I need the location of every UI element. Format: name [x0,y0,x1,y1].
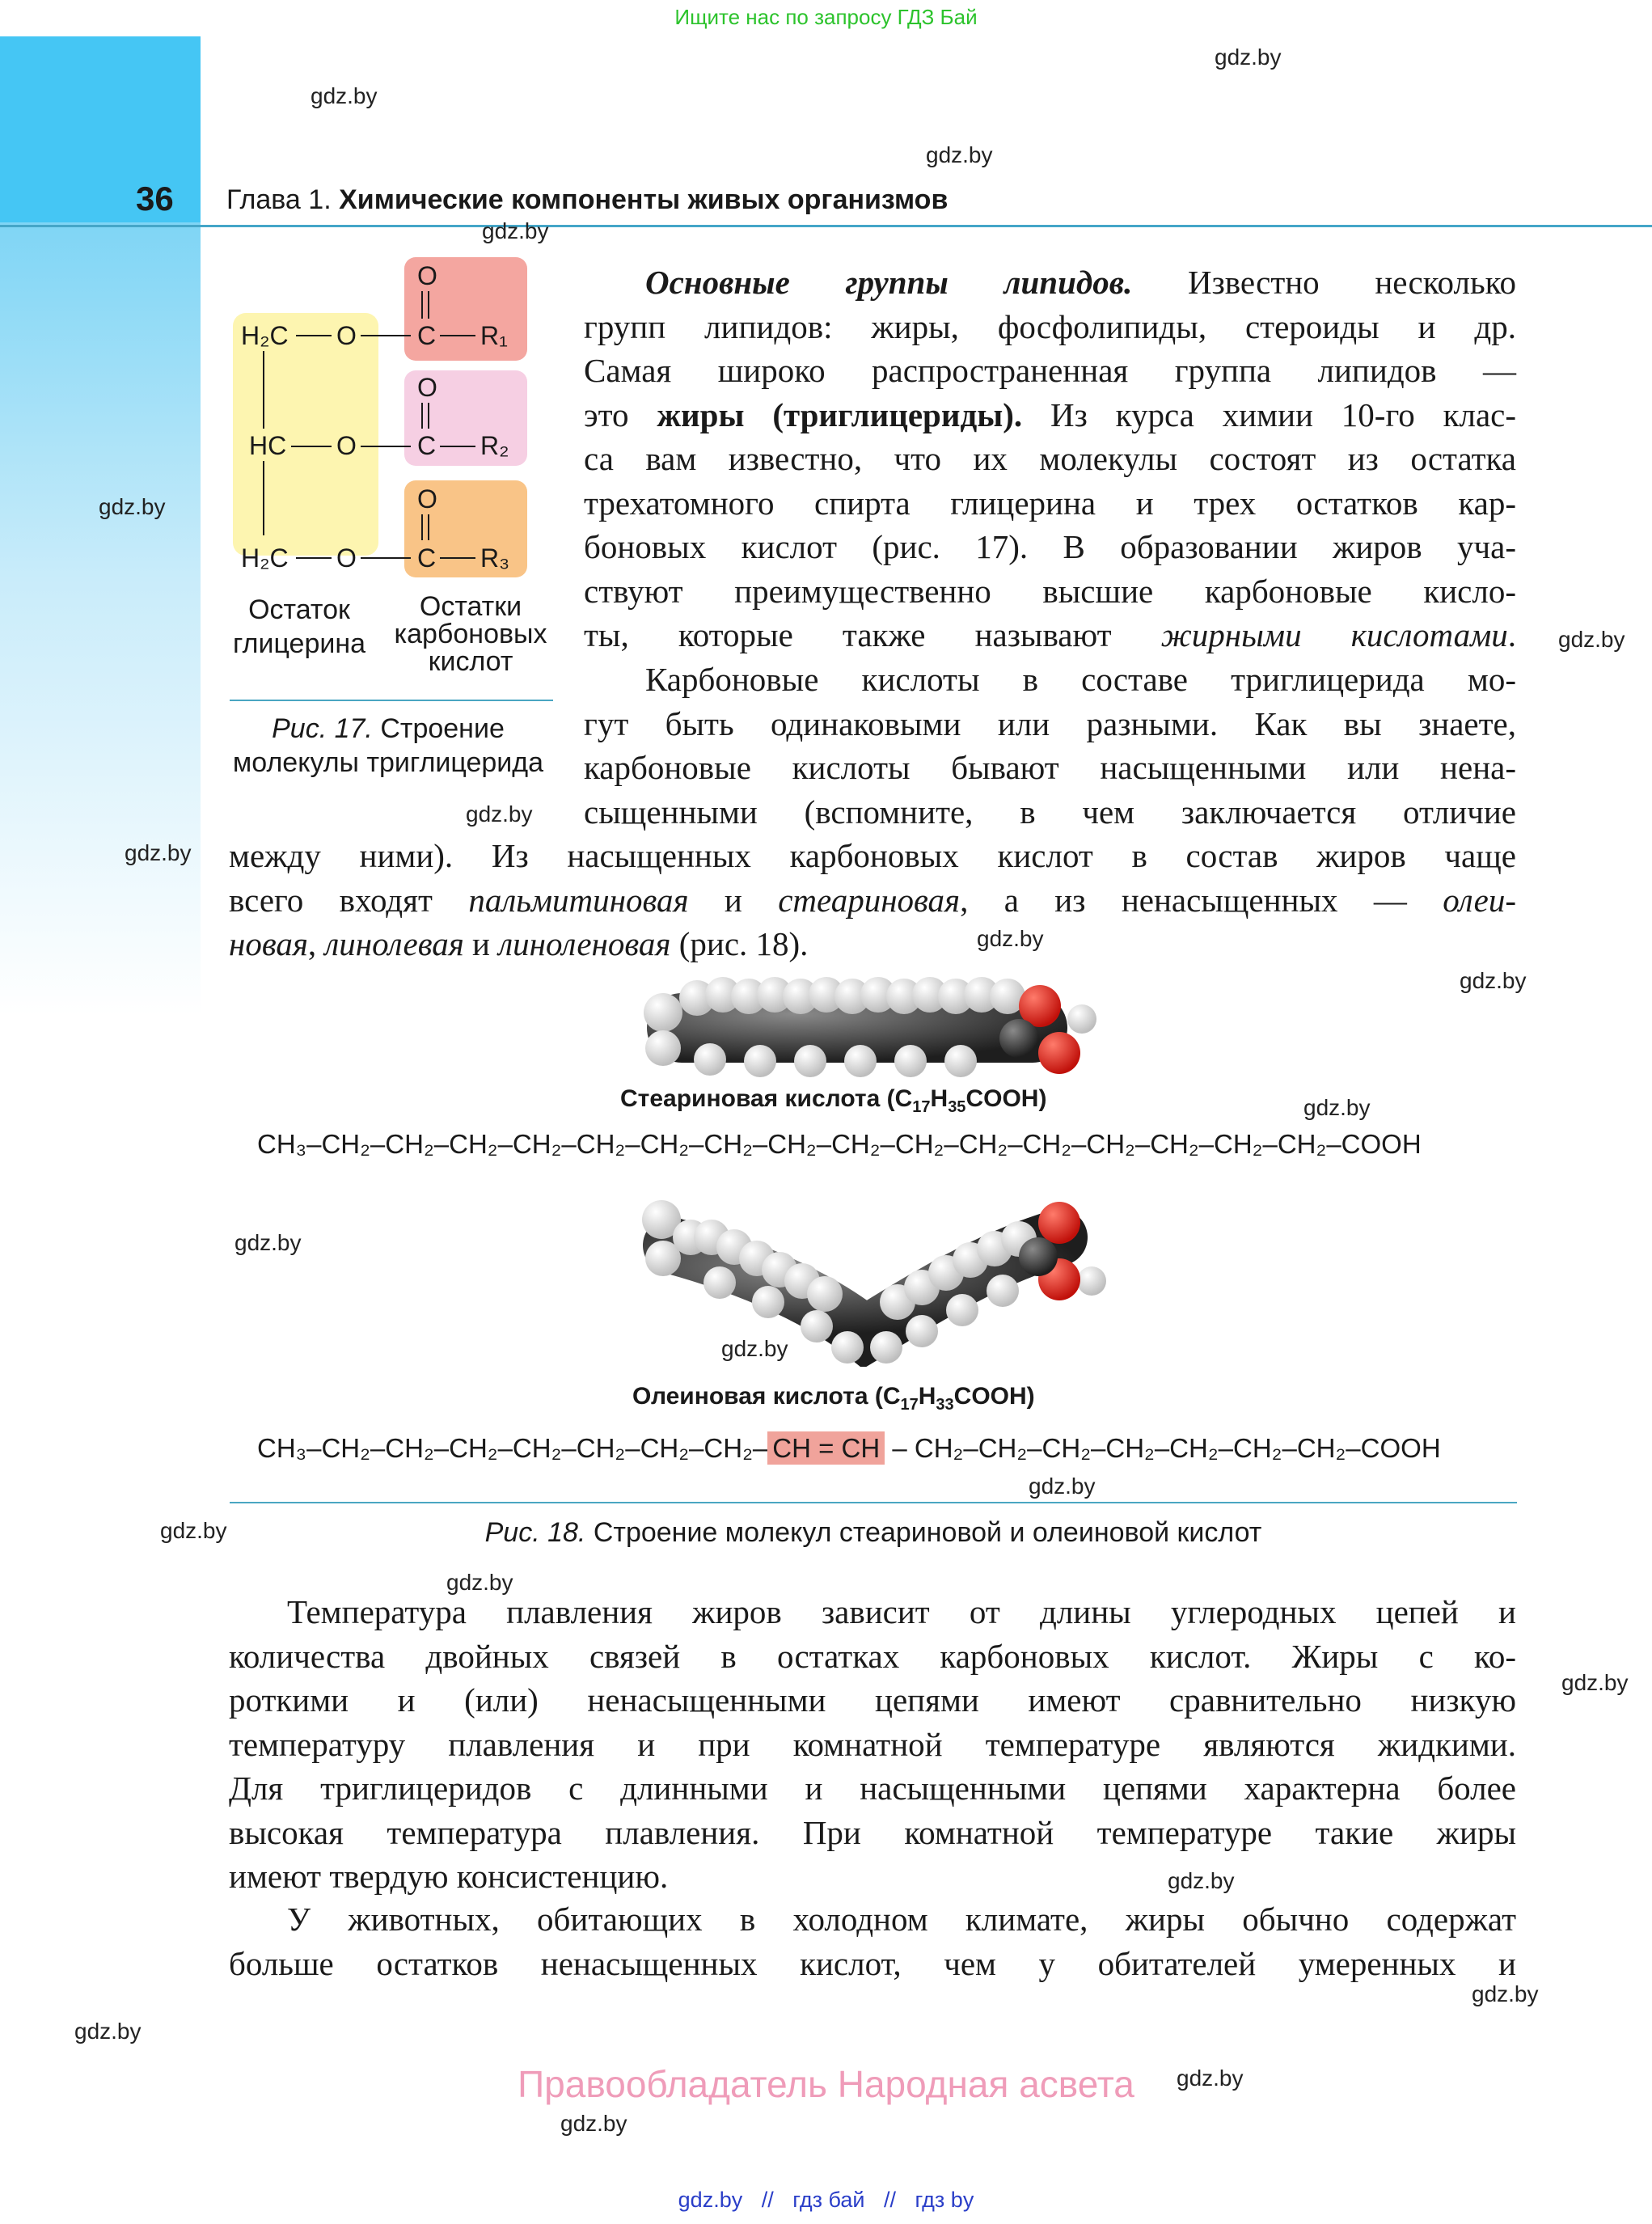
term-oleic-end: новая [229,925,308,962]
text-line: всего входят [229,881,469,919]
watermark: gdz.by [1215,44,1282,70]
chapter-heading [226,184,948,216]
watermark: gdz.by [1029,1474,1096,1499]
paragraph-carboxylic-acids-cont [229,834,1516,966]
watermark: gdz.by [977,926,1044,951]
fig18-caption-text: Строение молекул стеариновой и олеиновой кислот [593,1517,1262,1548]
watermark: gdz.by [1303,1095,1371,1120]
top-banner[interactable]: Ищите нас по запросу ГДЗ Бай [674,5,978,29]
watermark: gdz.by [1177,2065,1244,2091]
watermark: gdz.by [1558,627,1625,652]
footer-separator: // [884,2188,897,2212]
label-glycerol [218,593,380,661]
chapter-title: Химические компоненты живых организмов [339,184,949,215]
watermark: gdz.by [560,2111,627,2136]
stearic-acid-model [639,970,1108,1084]
header-rule [0,225,1652,227]
text-line: гут быть одинаковыми или разными. Как вы знаете, [584,704,1516,742]
fig18-rule [230,1502,1517,1503]
text-line: и [688,881,779,919]
text-line: и [463,925,499,962]
label-acids-line1: Остатки [419,591,522,622]
carbonyl-carbon-2: C [417,431,437,460]
text-line: между ними). Из насыщенных карбоновых кислот в состав жиров чаще [229,837,1516,874]
carbonyl-carbon-1: C [417,321,437,350]
text-line: , [307,925,325,962]
watermark: gdz.by [74,2019,142,2044]
text-line: Температура плавления жиров зависит от длины углеродных цепей и [287,1593,1516,1630]
copyright-notice: Правообладатель Народная асвета [518,2063,1134,2105]
page-number: 36 [136,180,174,218]
fig18-caption [230,1516,1517,1550]
chapter-prefix: Глава 1. [226,184,332,215]
stearic-acid-formula: CH₃–CH₂–CH₂–CH₂–CH₂–CH₂–CH₂–CH₂–CH₂–CH₂–CH₂–CH₂–CH₂–CH₂–CH₂–CH₂–CH₂–COOH [257,1129,1422,1159]
watermark: gdz.by [1561,1670,1629,1695]
text-line: ты, которые также называют [584,616,1161,653]
fig17-caption-text: Строение [380,713,505,744]
title-part: Олеиновая кислота (C [632,1383,901,1410]
fig17-caption-number: Рис. 17. [272,713,373,744]
watermark: gdz.by [466,801,533,827]
radical-1: R₁ [480,321,508,350]
fig17-caption [218,712,558,780]
term-fatty-acids: жирными кислотами [1160,616,1508,653]
carbonyl-carbon-3: C [417,543,437,573]
text-line: количества двойных связей в остатках карбоновых кислот. Жиры с ко- [229,1637,1516,1675]
formula-part: – CH₂–CH₂–CH₂–CH₂–CH₂–CH₂–CH₂–COOH [885,1433,1441,1463]
text-line: Для триглицеридов с длинными и насыщенными цепями характерна более [229,1769,1516,1807]
watermark: gdz.by [1460,968,1527,993]
paragraph-cold-climate [229,1897,1516,1985]
glycerol-carbon-1: H₂C [241,321,289,350]
paragraph-lead: Основные группы липидов. [645,264,1133,301]
fig17-caption-text-2: молекулы триглицерида [232,747,544,778]
side-gradient [0,222,201,1015]
text-line: боновых кислот (рис. 17). В образовании жиров уча- [584,528,1516,565]
footer-links [0,2188,1652,2213]
title-part: H [918,1383,936,1410]
text-line: высокая температура плавления. При комнатной температуре такие жиры [229,1813,1516,1851]
stearic-acid-title [620,1085,1046,1117]
text-line: роткими и (или) ненасыщенными цепями имеют сравнительно низкую [229,1681,1516,1719]
title-sub: 35 [948,1098,966,1116]
footer-link-gdz-bai[interactable]: гдз бай [792,2188,865,2212]
double-bond-highlight: CH = CH [767,1431,885,1465]
formula-part: CH₃–CH₂–CH₂–CH₂–CH₂–CH₂–CH₂–CH₂– [257,1433,768,1463]
text-line: . [1507,616,1516,653]
title-sub: 17 [900,1396,919,1414]
paragraph-lipid-groups [584,260,1516,657]
text-line: Карбоновые кислоты в составе триглицерида мо- [645,661,1516,698]
paragraph-melting-point [229,1590,1516,1899]
glycerol-carbon-2: HC [249,431,287,460]
ester-oxygen-1: O [336,321,357,350]
label-glycerol-line2: глицерина [232,628,366,659]
text-line: сыщенными (вспомните, в чем заключается отличие [584,793,1516,831]
watermark: gdz.by [311,83,378,108]
term-linoleic: линолевая [324,925,464,962]
watermark: gdz.by [160,1518,227,1543]
text-line: это [584,395,657,433]
label-acids [390,593,551,675]
oleic-acid-formula [257,1433,1441,1464]
title-part: H [930,1085,949,1112]
watermark: gdz.by [446,1570,513,1595]
term-oleic: олеи- [1443,881,1517,919]
title-sub: 33 [936,1396,954,1414]
footer-separator: // [761,2188,774,2212]
text-line: ствуют преимущественно высшие карбоновые кисло- [584,572,1516,610]
term-palmitic: пальмитиновая [468,881,689,919]
paragraph-carboxylic-acids [584,657,1516,834]
watermark: gdz.by [926,142,993,167]
watermark: gdz.by [1168,1868,1235,1893]
text-line: больше остатков ненасыщенных кислот, чем у обитателей умеренных и [229,1944,1516,1982]
oleic-acid-title [632,1383,1035,1414]
term-linolenic: линоленовая [498,925,671,962]
text-line: имеют твердую консистенцию. [229,1858,669,1895]
term-fats: жиры (триглицериды). [657,395,1023,433]
glycerol-carbon-3: H₂C [241,543,289,573]
radical-3: R₃ [480,543,510,573]
title-part: COOH) [965,1085,1047,1112]
footer-link-gdz[interactable]: gdz.by [678,2188,743,2212]
text-line: Самая широко распространенная группа липидов — [584,352,1516,389]
carbonyl-oxygen-3: O [417,484,437,514]
watermark: gdz.by [721,1336,788,1361]
label-acids-line3: кислот [428,646,513,677]
label-acids-line2: карбоновых [394,619,547,649]
title-part: Стеариновая кислота (C [620,1085,913,1112]
text-line: трехатомного спирта глицерина и трех остатков кар- [584,484,1516,522]
watermark: gdz.by [482,218,549,243]
radical-2: R₂ [480,431,509,460]
ester-oxygen-3: O [336,543,357,573]
watermark: gdz.by [99,494,166,519]
text-line: са вам известно, что их молекулы состоят из остатка [584,440,1516,477]
text-line: температуру плавления и при комнатной температуре являются жидкими. [229,1725,1516,1763]
watermark: gdz.by [125,840,192,865]
text-line: карбоновые кислоты бывают насыщенными или нена- [584,749,1516,786]
carbonyl-oxygen-2: O [417,373,437,402]
triglyceride-diagram [226,252,550,592]
text-line: Из курса химии 10-го клас- [1022,395,1517,433]
label-glycerol-line1: Остаток [248,594,350,625]
text-line: (рис. 18). [670,925,809,962]
oleic-acid-model [639,1181,1108,1367]
text-line: групп липидов: жиры, фосфолипиды, стероиды и др. [584,307,1516,345]
fig17-rule [230,700,553,701]
text-line: Известно несколько [1132,264,1516,301]
watermark: gdz.by [1472,1981,1539,2006]
text-line: , а из ненасыщенных — [960,881,1443,919]
fig18-caption-number: Рис. 18. [484,1517,586,1548]
title-part: COOH) [953,1383,1035,1410]
text-line: У животных, обитающих в холодном климате, жиры обычно содержат [287,1901,1516,1938]
ester-oxygen-2: O [336,431,357,460]
carbonyl-oxygen-1: O [417,261,437,290]
watermark: gdz.by [234,1230,302,1255]
term-stearic: стеариновая [778,881,961,919]
footer-link-gdz-by[interactable]: гдз by [915,2188,974,2212]
title-sub: 17 [912,1098,931,1116]
